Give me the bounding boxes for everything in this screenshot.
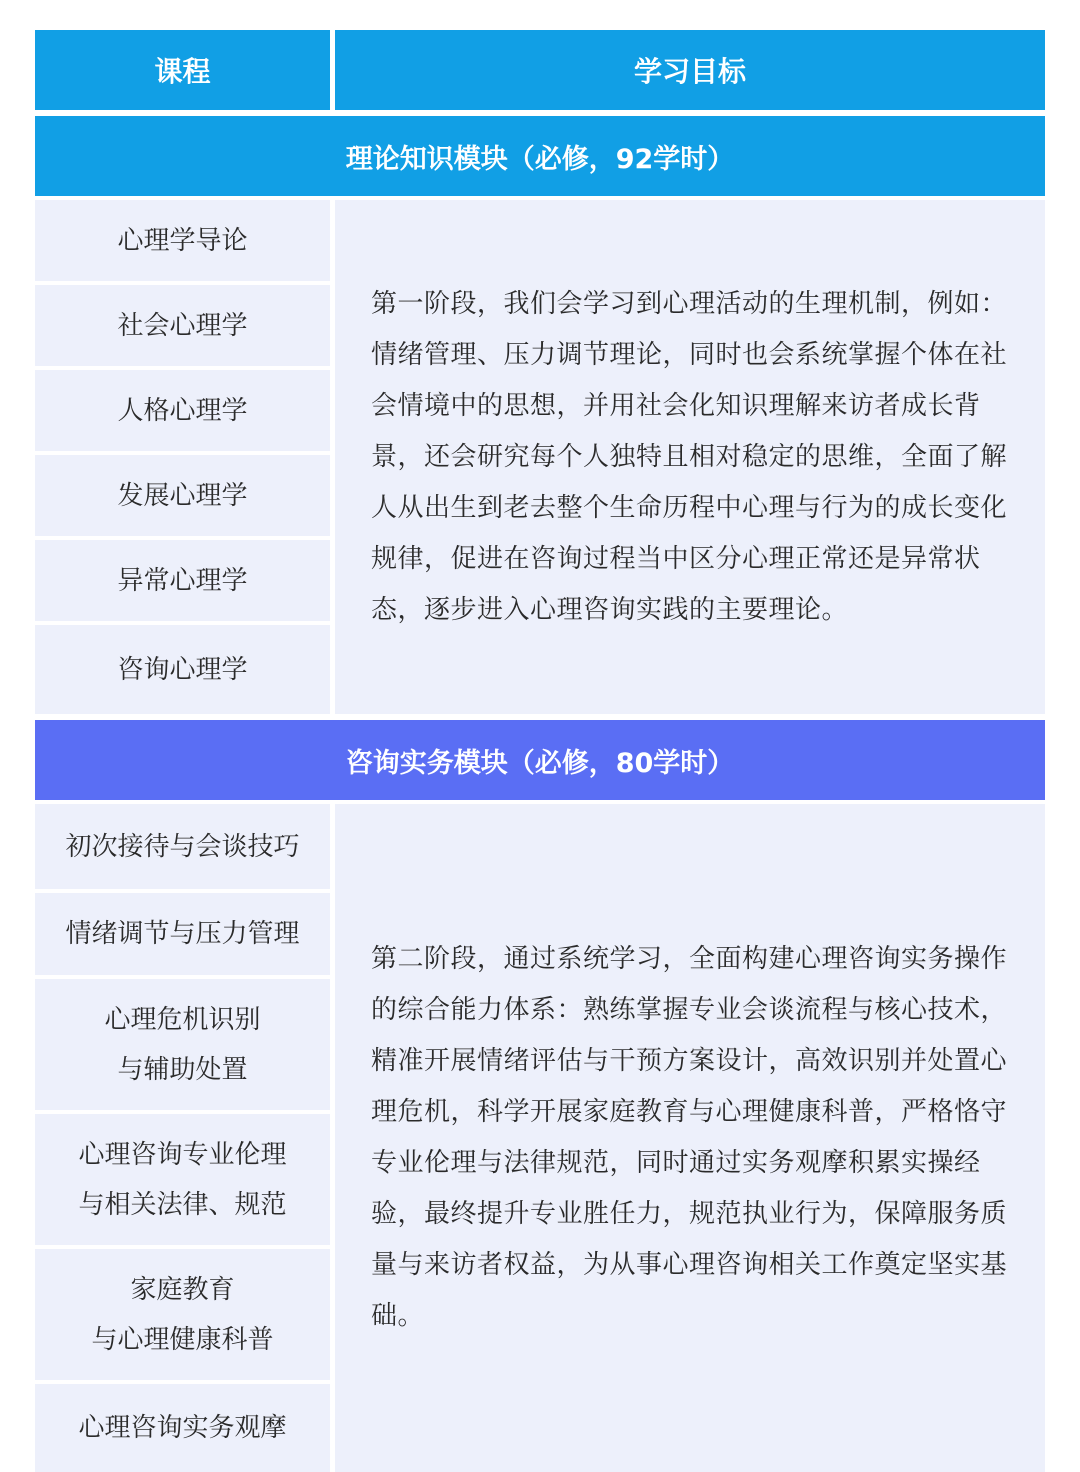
course-cell: 情绪调节与压力管理 bbox=[35, 893, 330, 975]
curriculum-table bbox=[35, 30, 1045, 1472]
module-2-title: 咨询实务模块（必修，80学时） bbox=[35, 720, 1045, 800]
course-cell: 心理咨询专业伦理 与相关法律、规范 bbox=[35, 1114, 330, 1245]
course-cell: 初次接待与会谈技巧 bbox=[35, 804, 330, 889]
course-cell: 异常心理学 bbox=[35, 540, 330, 621]
header-course: 课程 bbox=[35, 30, 330, 110]
module-1-goal: 第一阶段，我们会学习到心理活动的生理机制，例如：情绪管理、压力调节理论，同时也会系统掌握个体在社会情境中的思想，并用社会化知识理解来访者成长背景，还会研究每个人独特且相对稳定的思维，全面了解人从出生到老去整个生命历程中心理与行为的成长变化规律，促进在咨询过程当中区分心理正常还是异常状态，逐步进入心理咨询实践的主要理论。 bbox=[335, 200, 1045, 714]
module-1-courses bbox=[35, 200, 330, 714]
module-2-section bbox=[35, 804, 1045, 1472]
module-2-goal: 第二阶段，通过系统学习，全面构建心理咨询实务操作的综合能力体系：熟练掌握专业会谈流程与核心技术，精准开展情绪评估与干预方案设计，高效识别并处置心理危机，科学开展家庭教育与心理健康科普，严格恪守专业伦理与法律规范，同时通过实务观摩积累实操经验，最终提升专业胜任力，规范执业行为，保障服务质量与来访者权益，为从事心理咨询相关工作奠定坚实基础。 bbox=[335, 804, 1045, 1472]
course-cell: 心理危机识别 与辅助处置 bbox=[35, 979, 330, 1110]
course-cell: 人格心理学 bbox=[35, 370, 330, 451]
course-cell: 社会心理学 bbox=[35, 285, 330, 366]
module-1-title: 理论知识模块（必修，92学时） bbox=[35, 116, 1045, 196]
module-1-section bbox=[35, 200, 1045, 714]
header-goal: 学习目标 bbox=[335, 30, 1045, 110]
table-header-row bbox=[35, 30, 1045, 110]
course-cell: 心理学导论 bbox=[35, 200, 330, 281]
course-cell: 咨询心理学 bbox=[35, 625, 330, 714]
course-cell: 家庭教育 与心理健康科普 bbox=[35, 1249, 330, 1380]
course-cell: 心理咨询实务观摩 bbox=[35, 1384, 330, 1472]
module-2-courses bbox=[35, 804, 330, 1472]
course-cell: 发展心理学 bbox=[35, 455, 330, 536]
